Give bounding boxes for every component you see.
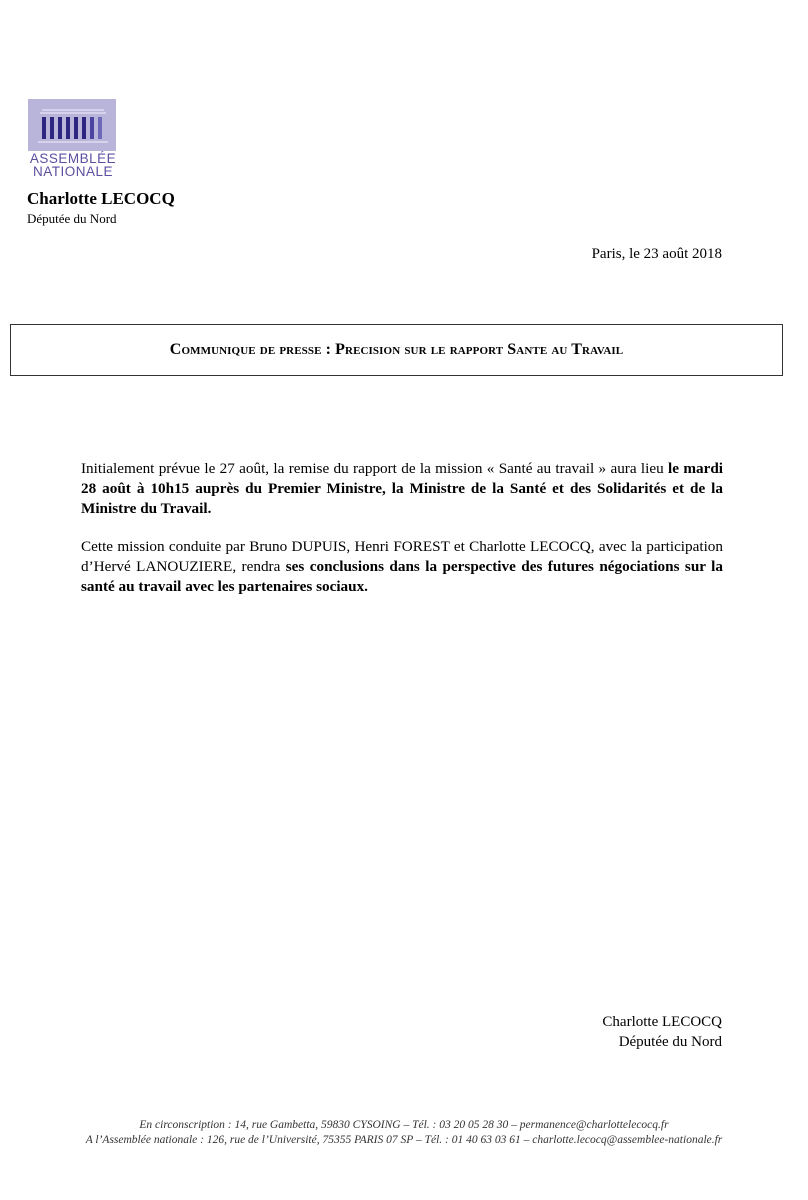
paragraph-1-text: Initialement prévue le 27 août, la remise du rapport de la mission « Santé au travail » aura lieu	[81, 460, 669, 477]
paragraph-1-bold: le mardi 28 août à 10h15 auprès du Premier Ministre, la Ministre de la Santé et des Solidarités et de la Ministre du Travail.	[81, 460, 723, 517]
sender-role: Députée du Nord	[27, 211, 117, 226]
logo-line1: ASSEMBLÉE	[29, 151, 117, 166]
paragraph-2-text: Cette mission conduite par Bruno DUPUIS, Henri FOREST et Charlotte LECOCQ, avec la participation d’Hervé LANOUZIERE, rendra	[81, 538, 723, 575]
logo-emblem	[28, 99, 116, 151]
footer-constituency-address: En circonscription : 14, rue Gambetta, 59830 CYSOING – Tél. : 03 20 05 28 30 – permanence@charlottelecocq.fr	[139, 1119, 669, 1131]
footer-assembly-address: A l’Assemblée nationale : 126, rue de l’Université, 75355 PARIS 07 SP – Tél. : 01 40 63 03 61 – charlotte.lecocq@assemblee-nationale.fr	[85, 1134, 723, 1146]
signature-role: Députée du Nord	[618, 1034, 722, 1050]
paragraph-1	[81, 459, 723, 519]
paragraph-2	[81, 537, 723, 597]
signature-name: Charlotte LECOCQ	[602, 1014, 722, 1030]
paragraph-2-bold: ses conclusions dans la perspective des futures négociations sur la santé au travail avec les partenaires sociaux.	[81, 558, 723, 595]
assemblee-nationale-logo	[27, 99, 119, 181]
press-release-title: Communique de presse : Precision sur le rapport Sante au Travail	[169, 341, 624, 358]
press-release-title-box	[10, 324, 783, 376]
hemicycle-columns-icon	[28, 99, 116, 151]
date-line: Paris, le 23 août 2018	[591, 246, 722, 262]
logo-line2: NATIONALE	[32, 164, 113, 179]
sender-name: Charlotte LECOCQ	[27, 189, 175, 208]
